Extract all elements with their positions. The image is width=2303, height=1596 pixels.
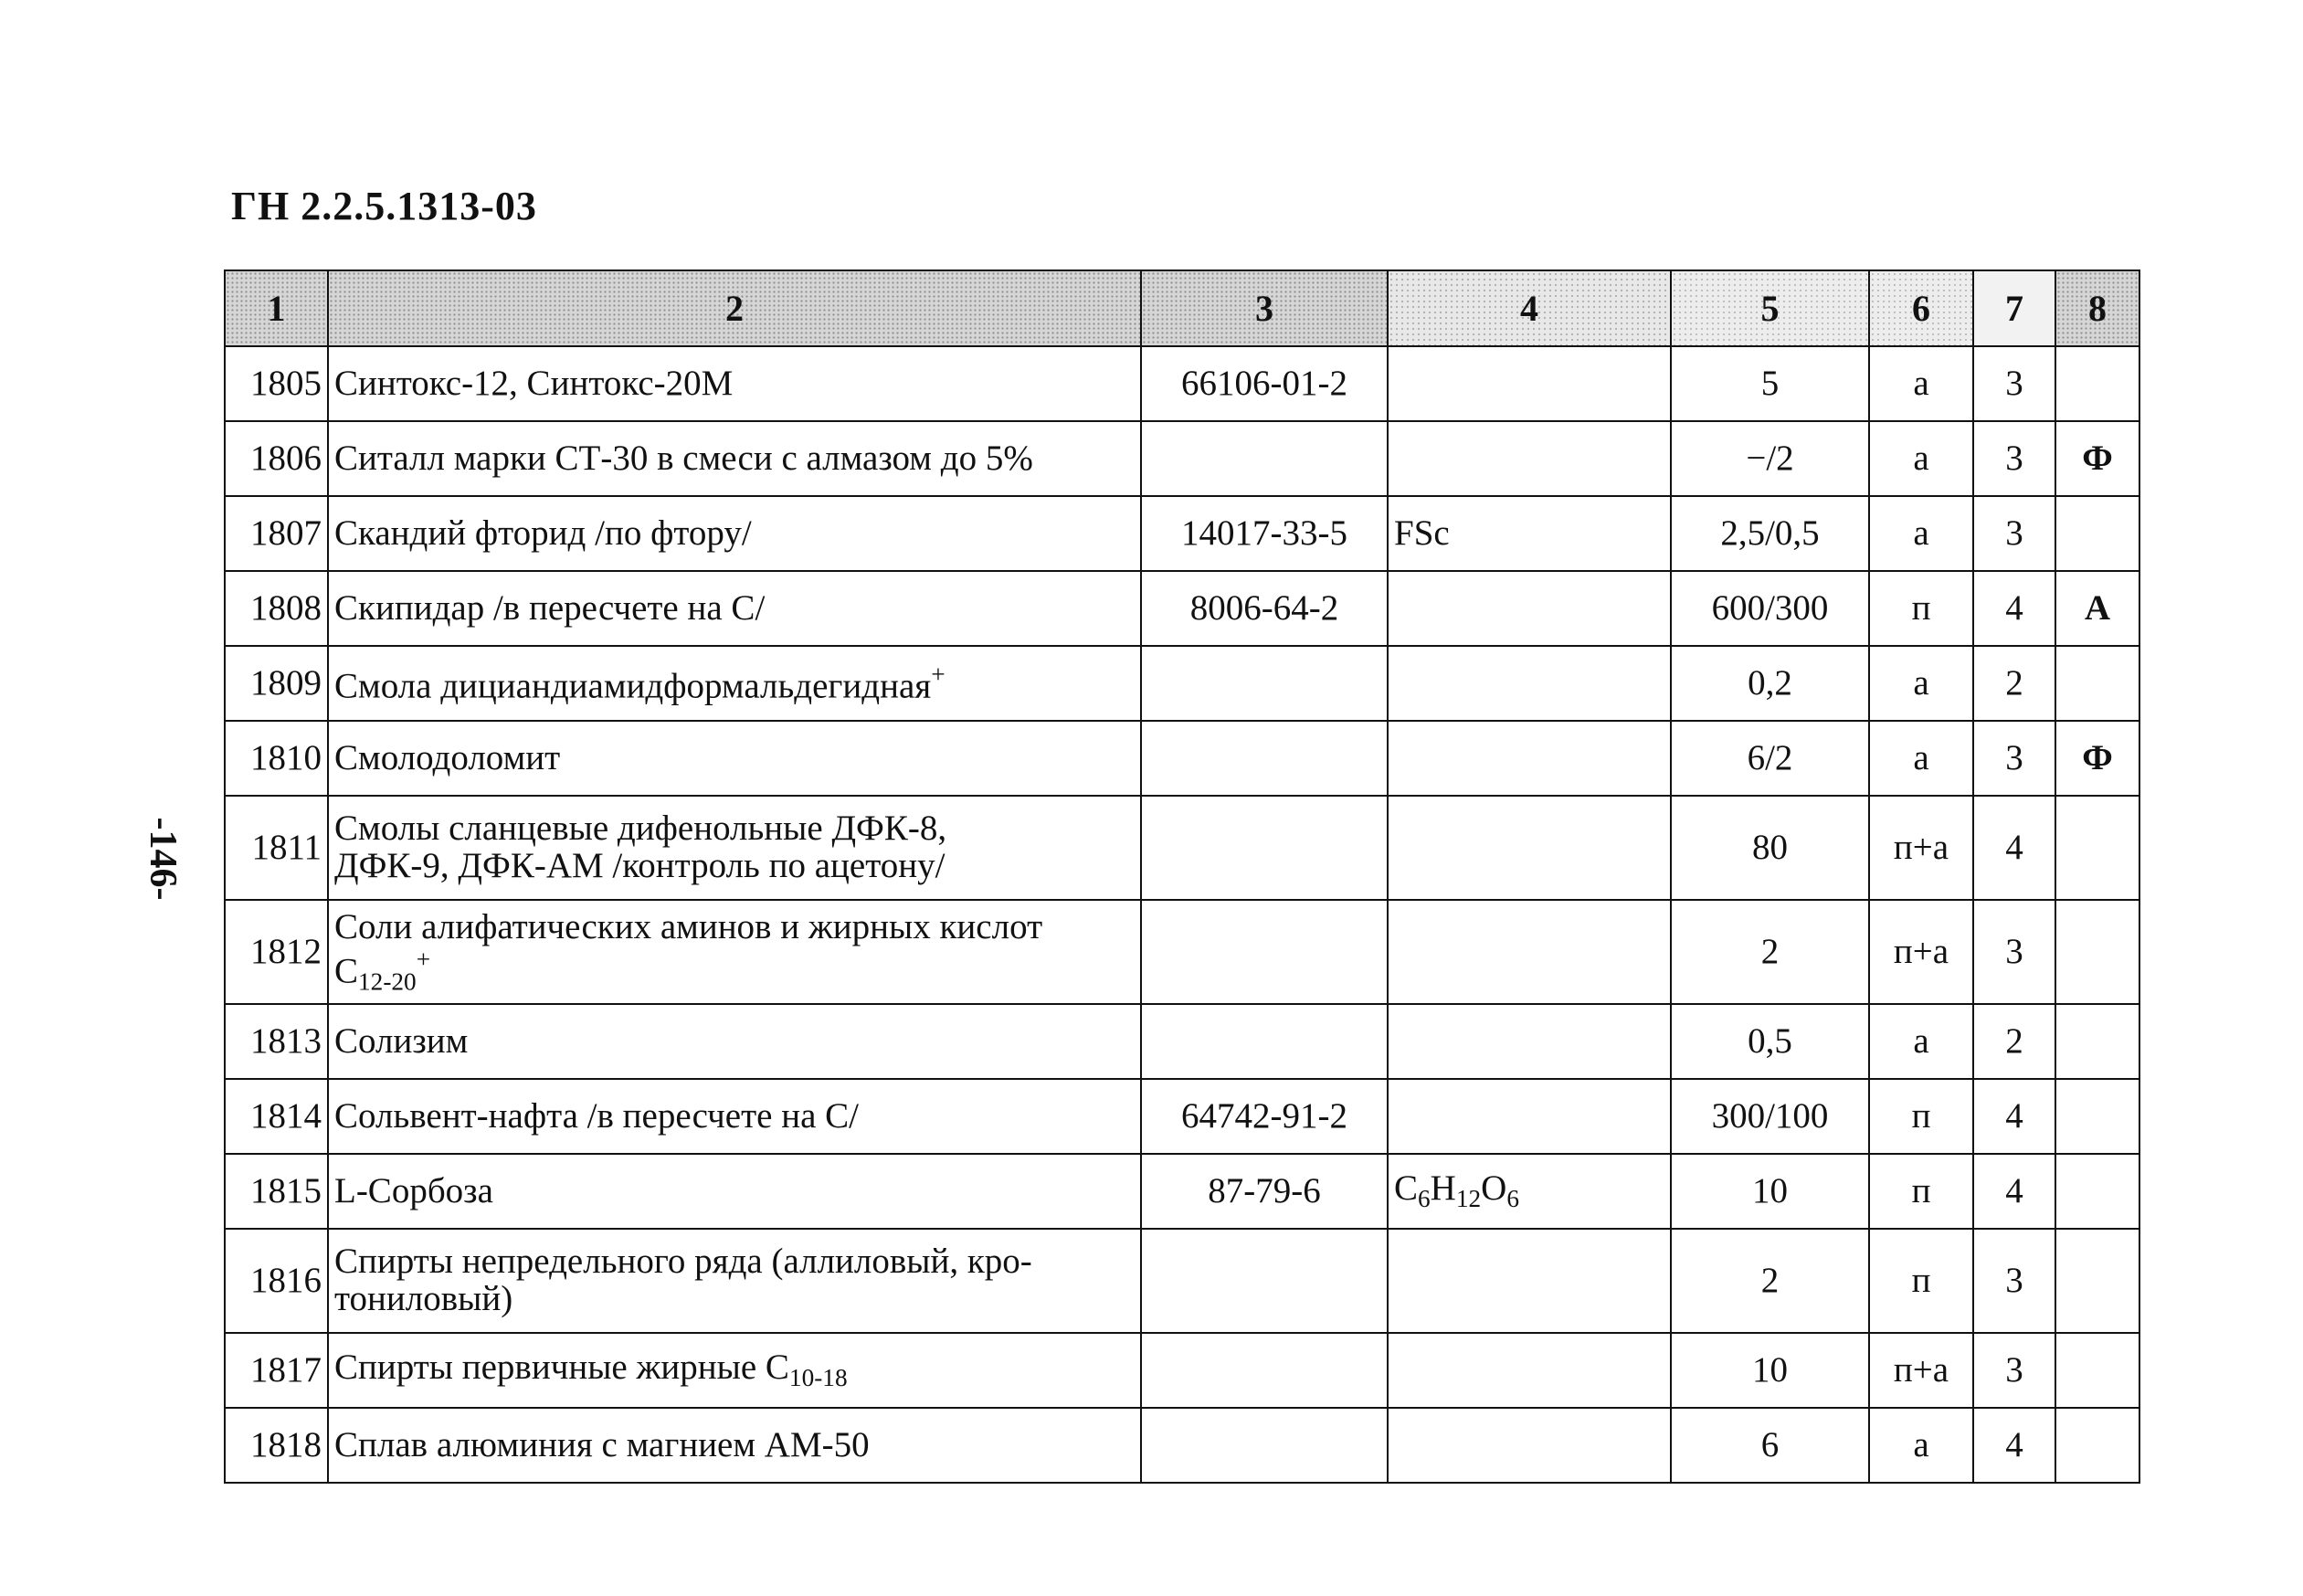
formula: FSc <box>1388 496 1671 571</box>
column-header-6: 6 <box>1869 270 1973 346</box>
formula-element: H <box>1430 1168 1456 1209</box>
table-row <box>225 721 2139 796</box>
action-feature <box>2055 1333 2139 1408</box>
formula <box>1388 796 1671 900</box>
substance-name <box>328 1229 1141 1333</box>
substance-name-sup: + <box>416 945 431 973</box>
column-header-3: 3 <box>1141 270 1388 346</box>
row-number: 1818 <box>225 1408 328 1483</box>
limit-value: 5 <box>1671 346 1869 421</box>
formula-subscript: 12 <box>1455 1185 1482 1213</box>
limit-value: 300/100 <box>1671 1079 1869 1154</box>
action-feature <box>2055 796 2139 900</box>
table-row <box>225 900 2139 1004</box>
cas-number <box>1141 421 1388 496</box>
substance-name: Скипидар /в пересчете на С/ <box>328 571 1141 646</box>
row-number: 1814 <box>225 1079 328 1154</box>
table-row <box>225 1333 2139 1408</box>
table-row <box>225 421 2139 496</box>
substance-name: Ситалл марки СТ-30 в смеси с алмазом до 5% <box>328 421 1141 496</box>
limit-value: 6 <box>1671 1408 1869 1483</box>
cas-number <box>1141 1333 1388 1408</box>
formula <box>1388 1079 1671 1154</box>
cas-number: 64742-91-2 <box>1141 1079 1388 1154</box>
hazard-class: 3 <box>1973 1333 2055 1408</box>
substance-name-line-1: Смолы сланцевые дифенольные ДФК-8, <box>334 809 947 849</box>
action-feature <box>2055 1229 2139 1333</box>
action-feature <box>2055 900 2139 1004</box>
limit-value: 0,2 <box>1671 646 1869 721</box>
column-header-2: 2 <box>328 270 1141 346</box>
row-number: 1815 <box>225 1154 328 1229</box>
document-header: ГН 2.2.5.1313-03 <box>231 184 537 228</box>
action-feature <box>2055 1079 2139 1154</box>
formula <box>1388 646 1671 721</box>
hazard-class: 3 <box>1973 721 2055 796</box>
hazard-class: 3 <box>1973 1229 2055 1333</box>
row-number: 1805 <box>225 346 328 421</box>
cas-number <box>1141 1004 1388 1079</box>
table-row <box>225 1229 2139 1333</box>
table-header-row <box>225 270 2139 346</box>
aggregate-state: п+а <box>1869 796 1973 900</box>
formula <box>1388 1154 1671 1229</box>
limit-value: 0,5 <box>1671 1004 1869 1079</box>
cas-number: 8006-64-2 <box>1141 571 1388 646</box>
substance-name-text: Смола дициандиамидформальдегидная <box>334 666 932 706</box>
cas-number <box>1141 1408 1388 1483</box>
substance-name: L-Сорбоза <box>328 1154 1141 1229</box>
hazard-class: 4 <box>1973 796 2055 900</box>
row-number: 1807 <box>225 496 328 571</box>
hazard-class: 3 <box>1973 421 2055 496</box>
substance-name-sub: 12-20 <box>358 967 417 996</box>
cas-number <box>1141 646 1388 721</box>
action-feature: Ф <box>2055 421 2139 496</box>
row-number: 1809 <box>225 646 328 721</box>
substance-name <box>328 646 1141 721</box>
hazard-class: 4 <box>1973 1154 2055 1229</box>
row-number: 1806 <box>225 421 328 496</box>
aggregate-state: а <box>1869 646 1973 721</box>
cas-number <box>1141 721 1388 796</box>
substance-name-line-1: Соли алифатических аминов и жирных кислот <box>334 906 1043 946</box>
action-feature <box>2055 1004 2139 1079</box>
limit-value: −/2 <box>1671 421 1869 496</box>
aggregate-state: п+а <box>1869 1333 1973 1408</box>
substance-name-line-2: ДФК-9, ДФК-АМ /контроль по ацетону/ <box>334 846 945 885</box>
substance-name: Солизим <box>328 1004 1141 1079</box>
formula-subscript: 6 <box>1506 1185 1519 1213</box>
table-row <box>225 646 2139 721</box>
cas-number <box>1141 796 1388 900</box>
aggregate-state: а <box>1869 496 1973 571</box>
table-row <box>225 1154 2139 1229</box>
hazard-class: 4 <box>1973 571 2055 646</box>
cas-number: 87-79-6 <box>1141 1154 1388 1229</box>
row-number: 1817 <box>225 1333 328 1408</box>
action-feature <box>2055 646 2139 721</box>
cas-number <box>1141 1229 1388 1333</box>
limit-value: 10 <box>1671 1333 1869 1408</box>
table-row <box>225 796 2139 900</box>
hazard-class: 3 <box>1973 346 2055 421</box>
hazard-class: 3 <box>1973 496 2055 571</box>
hazard-class: 2 <box>1973 646 2055 721</box>
formula <box>1388 421 1671 496</box>
substance-name-sup: + <box>931 660 945 688</box>
limit-value: 6/2 <box>1671 721 1869 796</box>
action-feature <box>2055 496 2139 571</box>
row-number: 1812 <box>225 900 328 1004</box>
action-feature: Ф <box>2055 721 2139 796</box>
action-feature: А <box>2055 571 2139 646</box>
substance-name: Смолодоломит <box>328 721 1141 796</box>
substance-name: Синтокс-12, Синтокс-20М <box>328 346 1141 421</box>
formula <box>1388 571 1671 646</box>
row-number: 1813 <box>225 1004 328 1079</box>
cas-number: 66106-01-2 <box>1141 346 1388 421</box>
formula <box>1388 1408 1671 1483</box>
substance-name <box>328 900 1141 1004</box>
substance-name-line-1: Спирты непредельного ряда (аллиловый, кро- <box>334 1242 1032 1282</box>
aggregate-state: п <box>1869 1079 1973 1154</box>
formula <box>1388 346 1671 421</box>
page-number: -146- <box>142 817 184 901</box>
substance-name-base: С <box>334 951 359 991</box>
action-feature <box>2055 346 2139 421</box>
substance-name-line-2 <box>334 946 1135 995</box>
formula <box>1388 900 1671 1004</box>
table-row <box>225 496 2139 571</box>
aggregate-state: п+а <box>1869 900 1973 1004</box>
action-feature <box>2055 1154 2139 1229</box>
hazard-class: 3 <box>1973 900 2055 1004</box>
table-row <box>225 1004 2139 1079</box>
aggregate-state: а <box>1869 1408 1973 1483</box>
formula <box>1388 1004 1671 1079</box>
substance-name <box>328 796 1141 900</box>
limit-value: 80 <box>1671 796 1869 900</box>
limit-value: 600/300 <box>1671 571 1869 646</box>
substance-name-base: Спирты первичные жирные С <box>334 1348 789 1388</box>
row-number: 1816 <box>225 1229 328 1333</box>
row-number: 1811 <box>225 796 328 900</box>
aggregate-state: п <box>1869 1154 1973 1229</box>
table-row <box>225 1079 2139 1154</box>
row-number: 1808 <box>225 571 328 646</box>
hazard-class: 2 <box>1973 1004 2055 1079</box>
limit-value: 2,5/0,5 <box>1671 496 1869 571</box>
table-row <box>225 346 2139 421</box>
aggregate-state: а <box>1869 721 1973 796</box>
substance-name: Сольвент-нафта /в пересчете на С/ <box>328 1079 1141 1154</box>
formula-subscript: 6 <box>1418 1185 1431 1213</box>
column-header-8: 8 <box>2055 270 2139 346</box>
substance-name-line-2: тониловый) <box>334 1279 513 1318</box>
substance-name <box>328 1333 1141 1408</box>
formula <box>1388 721 1671 796</box>
formula <box>1388 1333 1671 1408</box>
aggregate-state: а <box>1869 421 1973 496</box>
column-header-4: 4 <box>1388 270 1671 346</box>
formula <box>1388 1229 1671 1333</box>
substance-name: Скандий фторид /по фтору/ <box>328 496 1141 571</box>
limit-value: 10 <box>1671 1154 1869 1229</box>
column-header-7: 7 <box>1973 270 2055 346</box>
action-feature <box>2055 1408 2139 1483</box>
cas-number <box>1141 900 1388 1004</box>
limit-value: 2 <box>1671 1229 1869 1333</box>
formula-element: O <box>1481 1168 1507 1209</box>
aggregate-state: п <box>1869 571 1973 646</box>
formula-element: C <box>1394 1168 1419 1209</box>
substance-name: Сплав алюминия с магнием АМ-50 <box>328 1408 1141 1483</box>
column-header-1: 1 <box>225 270 328 346</box>
row-number: 1810 <box>225 721 328 796</box>
substances-table <box>224 270 2140 1484</box>
cas-number: 14017-33-5 <box>1141 496 1388 571</box>
hazard-class: 4 <box>1973 1408 2055 1483</box>
limit-value: 2 <box>1671 900 1869 1004</box>
table-row <box>225 571 2139 646</box>
substance-name-sub: 10-18 <box>788 1364 848 1392</box>
aggregate-state: а <box>1869 1004 1973 1079</box>
hazard-class: 4 <box>1973 1079 2055 1154</box>
column-header-5: 5 <box>1671 270 1869 346</box>
aggregate-state: п <box>1869 1229 1973 1333</box>
table-row <box>225 1408 2139 1483</box>
aggregate-state: а <box>1869 346 1973 421</box>
